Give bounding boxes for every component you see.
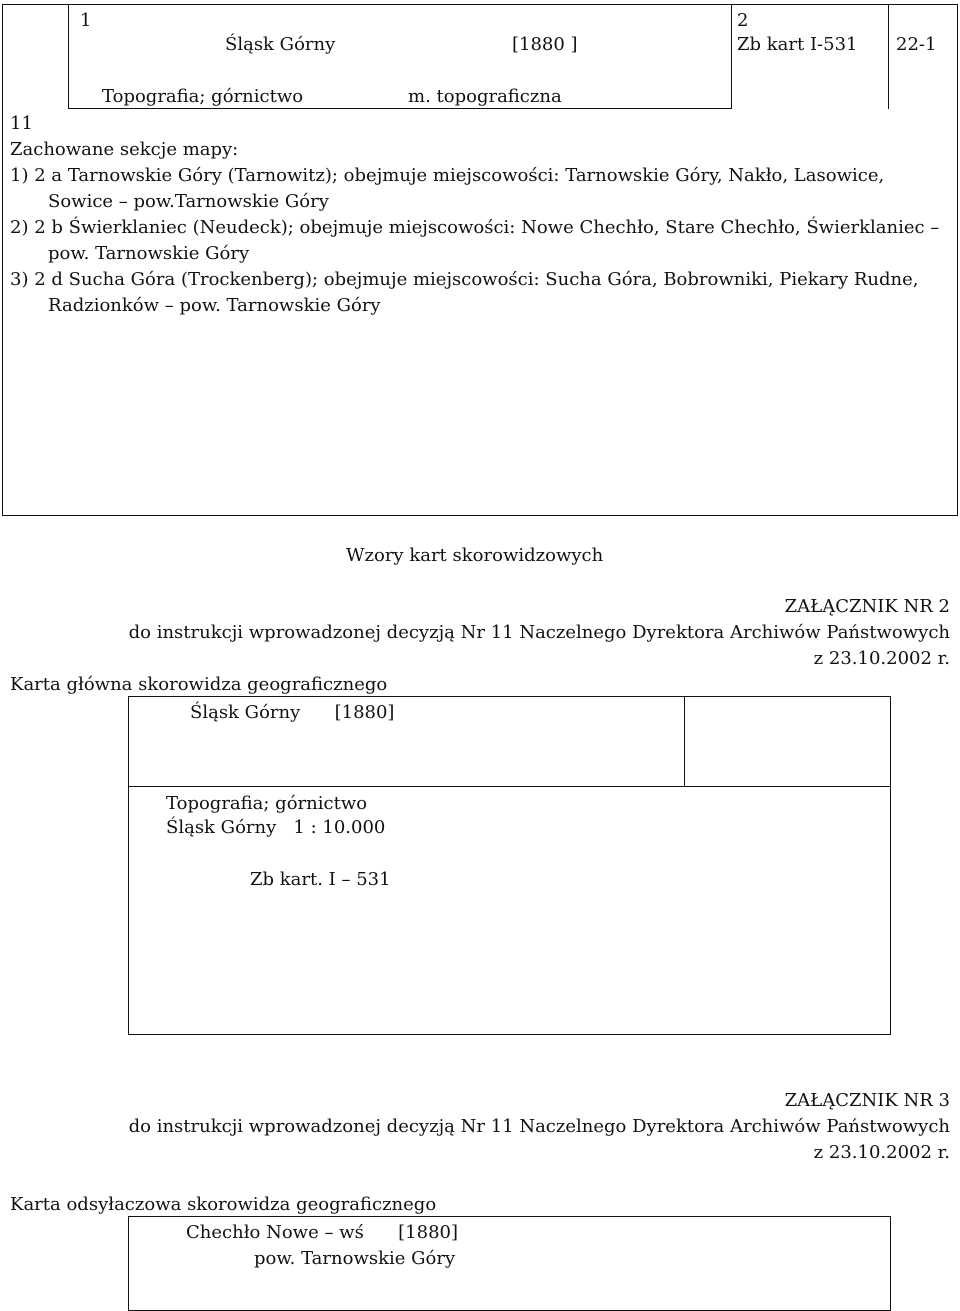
annex3-card-sub: pow. Tarnowskie Góry — [254, 1248, 456, 1269]
annex2-card-rule — [128, 786, 891, 787]
card-divider-right — [888, 4, 889, 109]
annex2-card-divider — [684, 696, 685, 787]
section-line-1-cont: Sowice – pow.Tarnowskie Góry — [48, 191, 329, 212]
annex2-instruction: do instrukcji wprowadzonej decyzją Nr 11 Naczelnego Dyrektora Archiwów Państwowych — [128, 622, 950, 643]
annex3-instruction: do instrukcji wprowadzonej decyzją Nr 11 Naczelnego Dyrektora Archiwów Państwowych — [128, 1116, 950, 1137]
annex3-date: z 23.10.2002 r. — [813, 1142, 950, 1163]
card-divider-middle — [731, 4, 732, 109]
section-line-3-cont: Radzionków – pow. Tarnowskie Góry — [48, 295, 381, 316]
card-signature: Zb kart I-531 — [737, 34, 858, 55]
annex2-card-subject: Topografia; górnictwo — [166, 793, 368, 814]
annex2-title: ZAŁĄCZNIK NR 2 — [784, 596, 950, 617]
card-subject: Topografia; górnictwo — [102, 86, 304, 107]
annex2-card-label: Karta główna skorowidza geograficznego — [10, 674, 388, 695]
card-region: Śląsk Górny — [225, 34, 336, 55]
section-line-3: 3) 2 d Sucha Góra (Trockenberg); obejmuje miejscowości: Sucha Góra, Bobrowniki, Piekary Rudne, — [10, 269, 919, 290]
section-number: 11 — [10, 113, 33, 134]
annex2-card-signature: Zb kart. I – 531 — [250, 869, 391, 890]
annex2-date: z 23.10.2002 r. — [813, 648, 950, 669]
annex3-title: ZAŁĄCZNIK NR 3 — [784, 1090, 950, 1111]
section-line-2-cont: pow. Tarnowskie Góry — [48, 243, 250, 264]
annex2-card-scale: Śląsk Górny 1 : 10.000 — [166, 817, 386, 838]
annex2-card — [128, 696, 891, 1035]
sections-heading: Zachowane sekcje mapy: — [10, 139, 239, 160]
card-number-left: 1 — [80, 10, 92, 31]
page-title: Wzory kart skorowidzowych — [346, 545, 604, 566]
section-line-1: 1) 2 a Tarnowskie Góry (Tarnowitz); obejmuje miejscowości: Tarnowskie Góry, Nakło, Lasowice, — [10, 165, 885, 186]
card-reference: 22-1 — [896, 34, 937, 55]
section-line-2: 2) 2 b Świerklaniec (Neudeck); obejmuje miejscowości: Nowe Chechło, Stare Chechło, Świerklaniec – — [10, 217, 940, 238]
card-header-rule — [68, 108, 731, 109]
annex3-card-header: Chechło Nowe – wś [1880] — [186, 1222, 459, 1243]
annex2-card-header: Śląsk Górny [1880] — [190, 702, 395, 723]
card-year: [1880 ] — [512, 34, 578, 55]
card-map-type: m. topograficzna — [408, 86, 562, 107]
annex3-card-label: Karta odsyłaczowa skorowidza geograficznego — [10, 1194, 437, 1215]
card-divider-left — [68, 4, 69, 109]
card-number-right: 2 — [737, 10, 749, 31]
